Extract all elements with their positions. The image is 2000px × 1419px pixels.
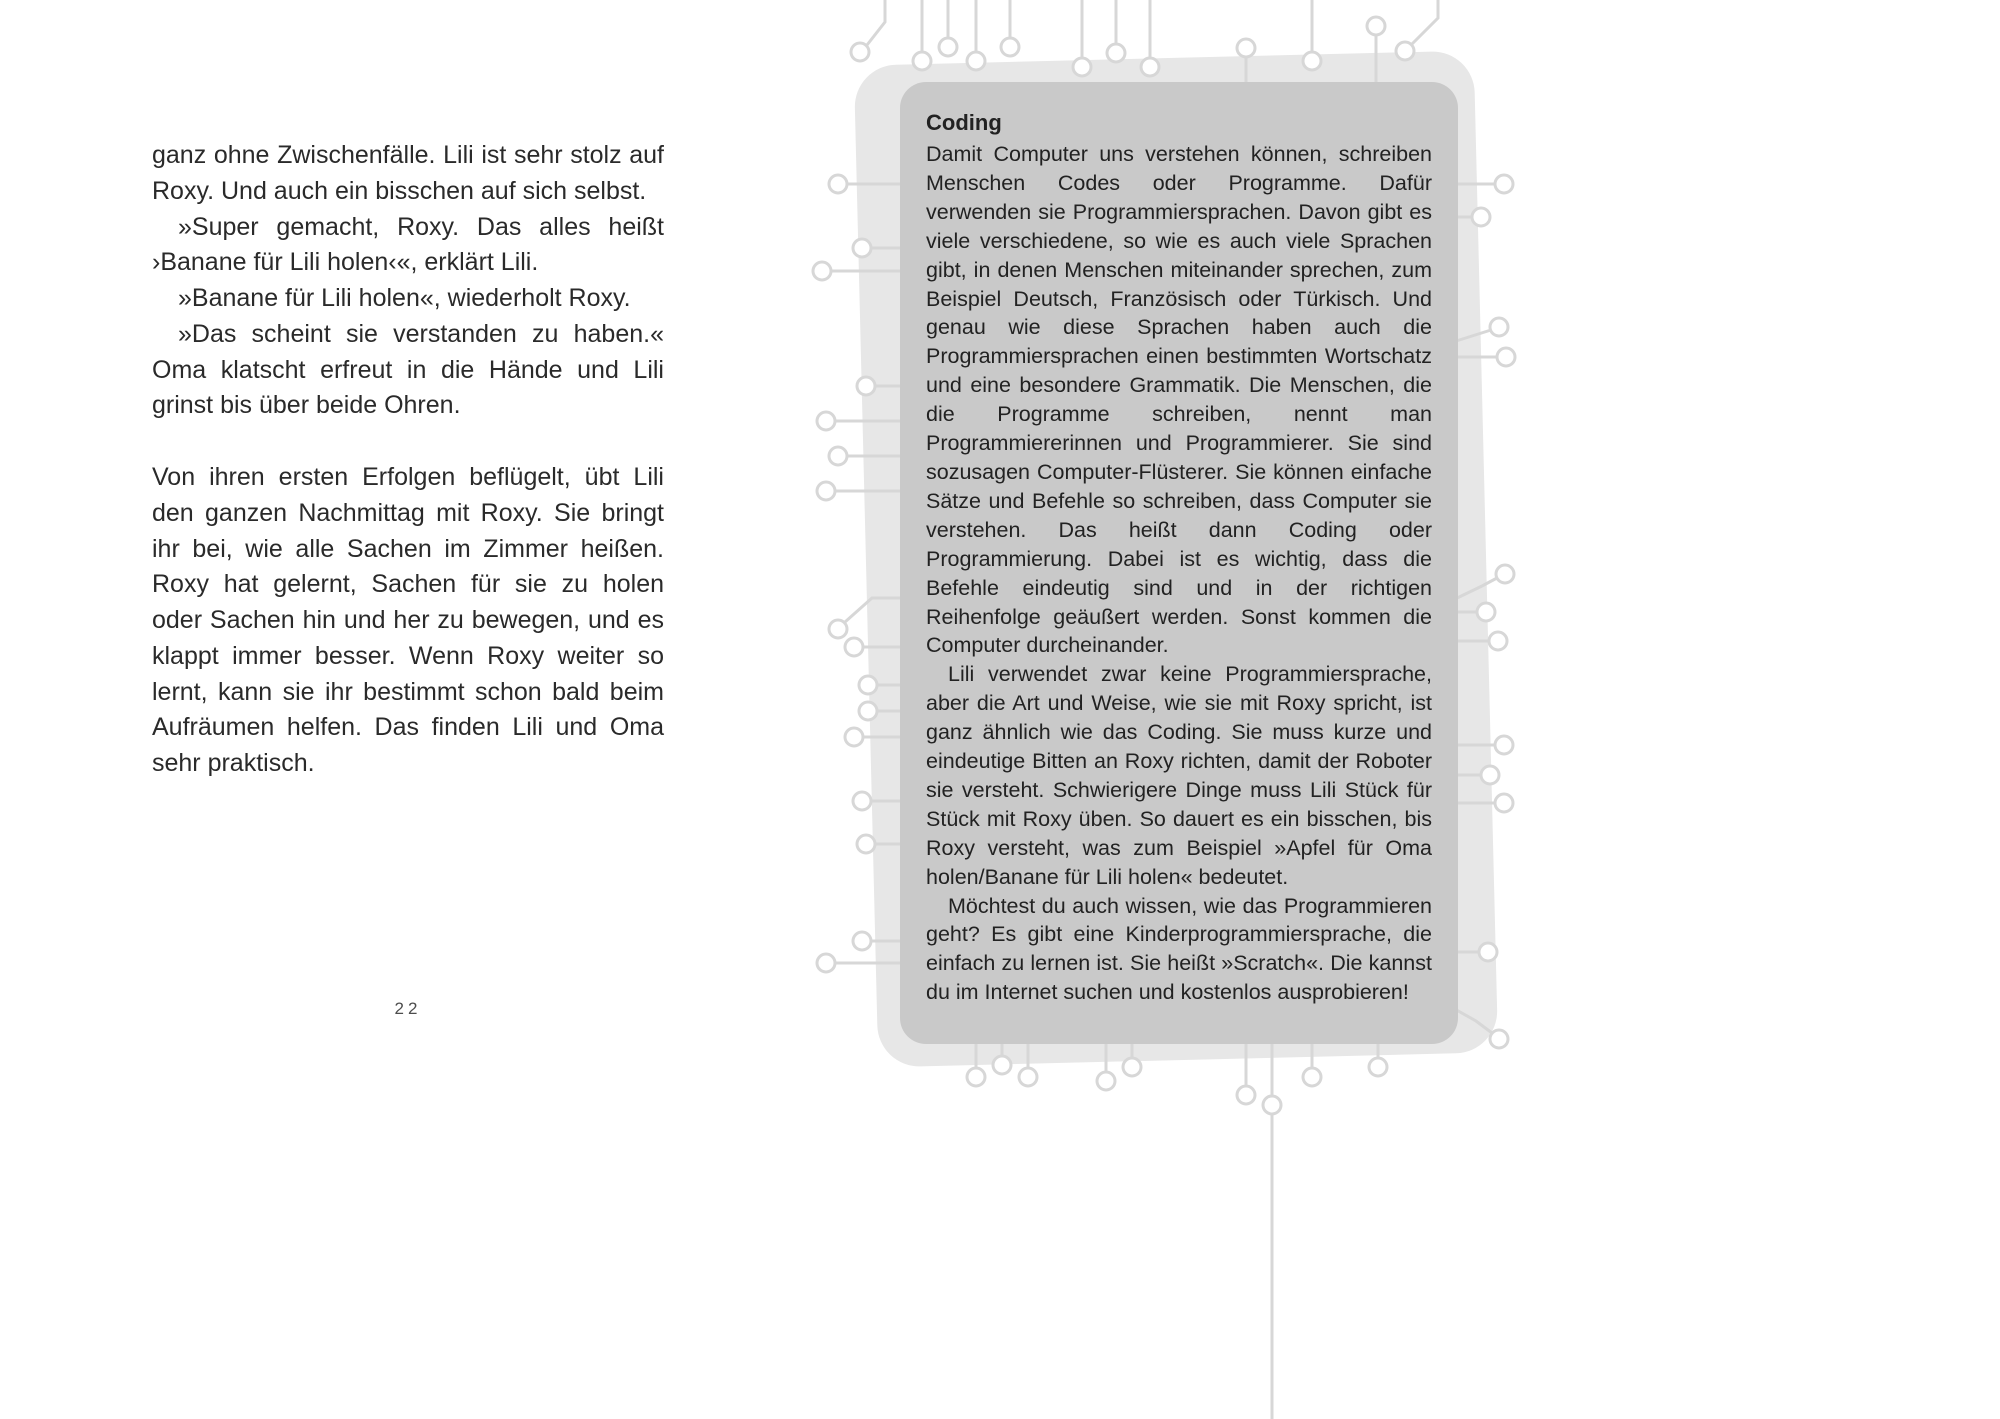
story-paragraph: Von ihren ersten Erfolgen beflügelt, übt Lili den ganzen Nachmittag mit Roxy. Sie bringt ihr bei, wie alle Sachen im Zimmer heißen. Roxy hat gelernt, Sachen für sie zu holen oder Sachen hin und her zu bewegen, und es klappt immer besser. Wenn Roxy weiter so lernt, kann sie ihr bestimmt schon bald beim Aufräumen helfen. Das finden Lili und Oma sehr praktisch. [152,463,664,777]
story-paragraph: ganz ohne Zwischenfälle. Lili ist sehr stolz auf Roxy. Und auch ein bisschen auf sich selbst. [152,141,664,205]
info-box [900,82,1458,1044]
info-box-title: Coding [926,110,1002,135]
story-paragraph: »Super gemacht, Roxy. Das alles heißt ›Banane für Lili holen‹«, erklärt Lili. [152,212,664,277]
story-paragraph: »Banane für Lili holen«, wiederholt Roxy. [178,284,631,312]
story-text-block [152,138,664,782]
info-box-paragraph: Möchtest du auch wissen, wie das Programmieren geht? Es gibt eine Kinderprogrammiersprache, die einfach zu lernen ist. Sie heißt »Scratch«. Die kannst du im Internet suchen und kostenlos ausprobieren! [926,893,1432,1005]
story-paragraph: »Das scheint sie verstanden zu haben.« Oma klatscht erfreut in die Hände und Lili grinst bis über beide Ohren. [152,319,664,420]
info-box-paragraph: Damit Computer uns verstehen können, schreiben Menschen Codes oder Programme. Dafür verwenden sie Programmiersprachen. Davon gibt es viele verschiedene, so wie es auch viele Sprachen gibt, in denen Menschen miteinander sprechen, zum Beispiel Deutsch, Französisch oder Türkisch. Und genau wie diese Sprachen haben auch die Programmiersprachen einen bestimmten Wortschatz und eine besondere Grammatik. Die Menschen, die die Programme schreiben, nennt man Programmiererinnen und Programmierer. Sie sind sozusagen Computer-Flüsterer. Sie können einfache Sätze und Befehle so schreiben, dass Computer sie verstehen. Das heißt dann Coding oder Programmierung. Dabei ist es wichtig, dass die Befehle eindeutig sind und in der richtigen Reihenfolge geäußert werden. Sonst kommen die Computer durcheinander. [926,142,1432,658]
info-box-paragraph: Lili verwendet zwar keine Programmiersprache, aber die Art und Weise, wie sie mit Roxy spricht, ist ganz ähnlich wie das Coding. Sie muss kurze und eindeutige Bitten an Roxy richten, damit der Roboter sie versteht. Schwierigere Dinge muss Lili Stück für Stück mit Roxy üben. So dauert es ein bisschen, bis Roxy versteht, was zum Beispiel »Apfel für Oma holen/Banane für Lili holen« bedeutet. [926,662,1432,889]
page-number: 22 [394,999,422,1018]
